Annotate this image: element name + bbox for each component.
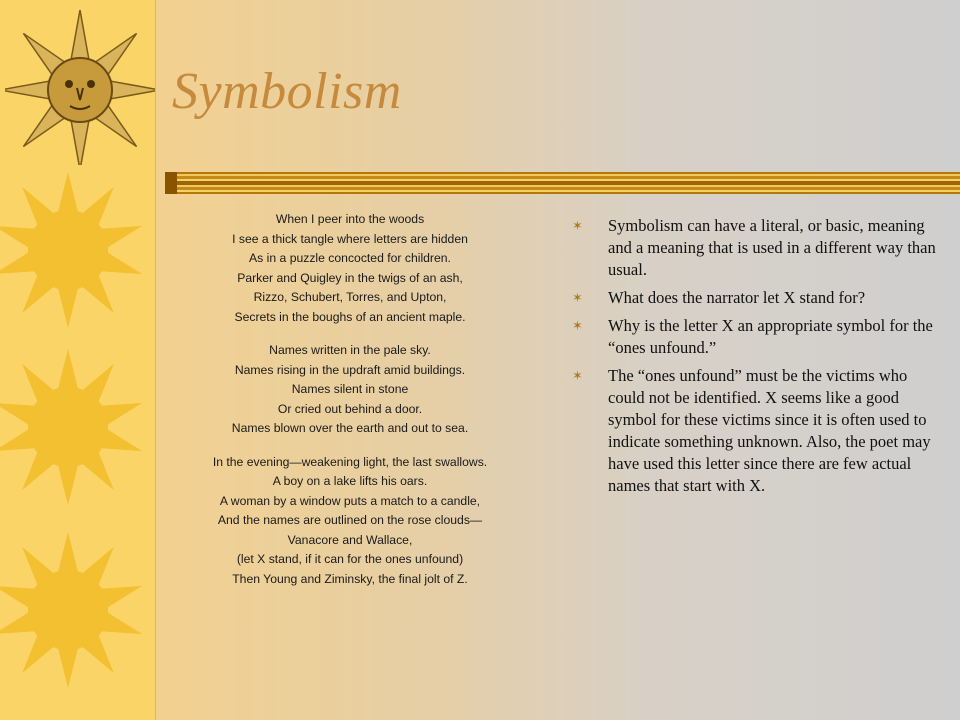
poem-line: Rizzo, Schubert, Torres, and Upton, <box>253 290 447 304</box>
poem-line: Then Young and Ziminsky, the final jolt of Z. <box>232 571 468 586</box>
poem-block <box>165 210 535 589</box>
poem-line: Vanacore and Wallace, <box>287 532 413 547</box>
poem-line: I see a thick tangle where letters are hidden <box>232 231 468 246</box>
poem-line: A woman by a window puts a match to a candle, <box>219 493 481 508</box>
poem-stanza <box>165 341 535 439</box>
poem-line: Names rising in the updraft amid buildings. <box>234 362 466 377</box>
poem-line: When I peer into the woods <box>275 212 425 226</box>
sun-icon <box>0 522 155 720</box>
star-bullet-icon: ✶ <box>572 218 583 233</box>
slide-title: Symbolism <box>172 63 402 120</box>
star-bullet-icon: ✶ <box>572 318 583 333</box>
bullet-text: Symbolism can have a literal, or basic, meaning and a meaning that is used in a different way than usual. <box>608 216 936 279</box>
divider-rule-cap <box>165 172 177 194</box>
poem-line: As in a puzzle concocted for children. <box>249 251 451 265</box>
poem-line: In the evening—weakening light, the last swallows. <box>212 454 488 469</box>
bullet-item <box>572 315 942 359</box>
sun-face-icon <box>5 5 155 165</box>
star-bullet-icon: ✶ <box>572 290 583 305</box>
bullet-text: What does the narrator let X stand for? <box>608 288 866 307</box>
stanza-gap <box>165 439 535 453</box>
poem-line: Names written in the pale sky. <box>269 343 431 357</box>
poem-line: A boy on a lake lifts his oars. <box>272 474 428 488</box>
poem-line: Or cried out behind a door. <box>277 401 423 416</box>
poem-line: Parker and Quigley in the twigs of an ash, <box>237 270 463 285</box>
bullet-text: The “ones unfound” must be the victims who could not be identified. X seems like a good symbol for these victims since it is often used to indicate something unknown. Also, the poet may have used this letter since there are few actual names that start with X. <box>608 366 931 495</box>
star-bullet-icon: ✶ <box>572 368 583 383</box>
sun-icon <box>0 168 155 328</box>
poem-line: Secrets in the boughs of an ancient maple. <box>234 309 466 324</box>
sun-icon <box>0 345 155 505</box>
bullet-item <box>572 365 942 497</box>
bullet-item <box>572 215 942 281</box>
poem-line: Names silent in stone <box>291 382 409 396</box>
poem-stanza <box>165 453 535 590</box>
stanza-gap <box>165 327 535 341</box>
divider-rule <box>165 172 960 194</box>
poem-line: (let X stand, if it can for the ones unfound) <box>236 552 464 566</box>
poem-line: Names blown over the earth and out to sea. <box>231 421 469 435</box>
poem-line: And the names are outlined on the rose clouds— <box>217 513 483 527</box>
bullet-item <box>572 287 942 309</box>
bullet-text: Why is the letter X an appropriate symbol for the “ones unfound.” <box>608 316 933 357</box>
bullet-list <box>572 215 942 503</box>
poem-stanza <box>165 210 535 327</box>
